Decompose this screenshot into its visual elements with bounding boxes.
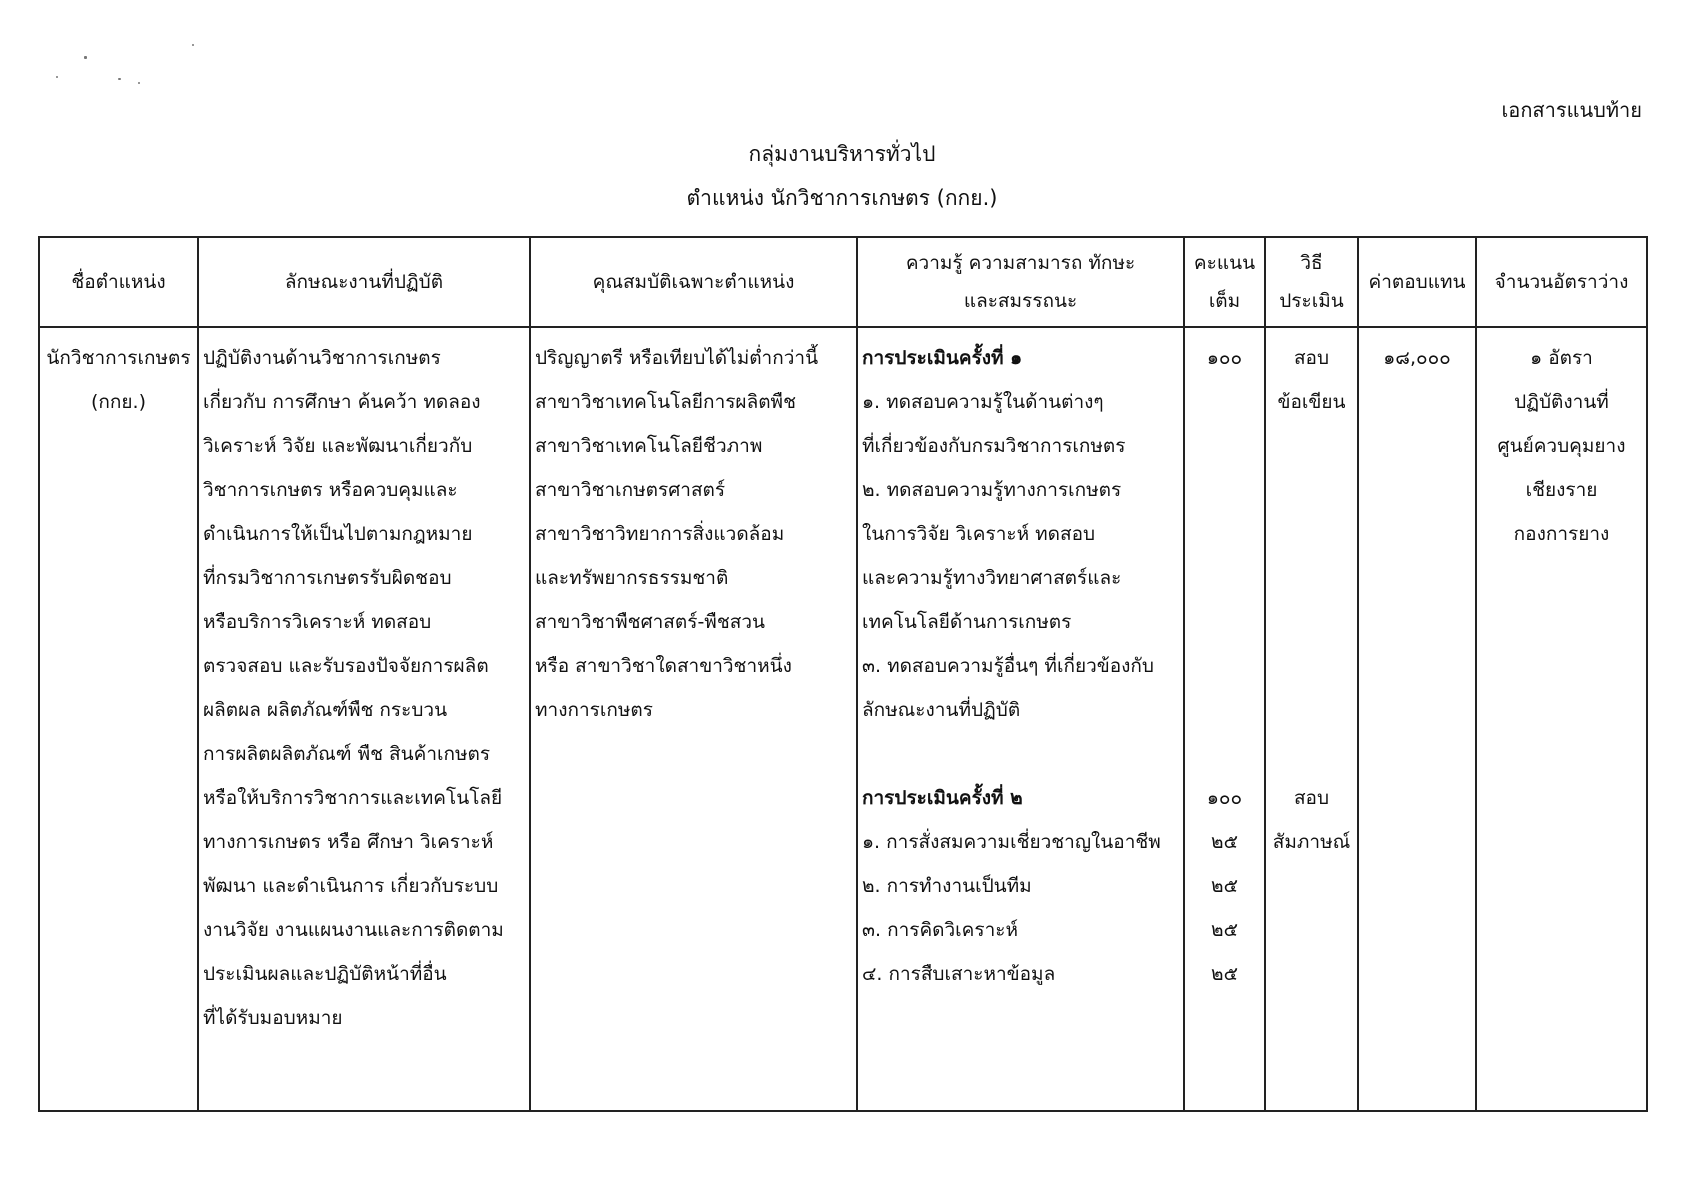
cell-scores (1184, 327, 1265, 1111)
duty-line: พัฒนา และดำเนินการ เกี่ยวกับระบบ (203, 875, 499, 897)
assessment-2-line: ๓. การคิดวิเคราะห์ (862, 919, 1018, 941)
spacer (1189, 600, 1260, 644)
scan-speck (56, 76, 58, 78)
header-score-line1: คะแนน (1193, 252, 1256, 274)
duty-line: งานวิจัย งานแผนงานและการติดตาม (203, 919, 504, 941)
table-row (39, 327, 1647, 1111)
spacer (1189, 380, 1260, 424)
position-name: นักวิชาการเกษตร (46, 347, 191, 369)
header-method-line1: วิธี (1300, 252, 1323, 274)
cell-pay (1358, 327, 1476, 1111)
assessment-1-heading: การประเมินครั้งที่ ๑ (862, 347, 1023, 369)
spacer (862, 732, 1179, 776)
item-score: ๒๕ (1211, 919, 1238, 941)
qualification-line: ทางการเกษตร (535, 699, 653, 721)
assessment-2-line: ๑. การสั่งสมความเชี่ยวชาญในอาชีพ (862, 831, 1161, 853)
cell-qualifications (530, 327, 857, 1111)
spacer (1270, 424, 1353, 468)
vacancy-line: ปฏิบัติงานที่ (1514, 391, 1609, 413)
group-title: กลุ่มงานบริหารทั่วไป (748, 142, 936, 166)
qualification-line: สาขาวิชาวิทยาการสิ่งแวดล้อม (535, 523, 785, 545)
scan-speck (118, 78, 121, 80)
duty-line: ตรวจสอบ และรับรองปัจจัยการผลิต (203, 655, 489, 677)
duty-line: การผลิตผลิตภัณฑ์ พืช สินค้าเกษตร (203, 743, 491, 765)
assessment-2-heading: การประเมินครั้งที่ ๒ (862, 787, 1023, 809)
header-vacancy: จำนวนอัตราว่าง (1476, 237, 1647, 327)
cell-duties (198, 327, 530, 1111)
vacancy-line: ๑ อัตรา (1530, 347, 1593, 369)
duty-line: ทางการเกษตร หรือ ศึกษา วิเคราะห์ (203, 831, 494, 853)
position-table (38, 236, 1648, 1112)
vacancy-line: ศูนย์ควบคุมยาง (1497, 435, 1626, 457)
table-header-row (39, 237, 1647, 327)
scan-speck (84, 56, 87, 59)
attachment-label: เอกสารแนบท้าย (1501, 98, 1642, 122)
qualification-line: และทรัพยากรธรรมชาติ (535, 567, 729, 589)
vacancy-line: กองการยาง (1513, 523, 1610, 545)
duty-line: หรือให้บริการวิชาการและเทคโนโลยี (203, 787, 503, 809)
assessment-1-line: ในการวิจัย วิเคราะห์ ทดสอบ (862, 523, 1096, 545)
vacancy-line: เชียงราย (1525, 479, 1598, 501)
qualification-line: ปริญญาตรี หรือเทียบได้ไม่ต่ำกว่านี้ (535, 347, 819, 369)
spacer (1189, 512, 1260, 556)
spacer (1189, 556, 1260, 600)
cell-method (1265, 327, 1358, 1111)
assessment-1-line: ลักษณะงานที่ปฏิบัติ (862, 699, 1021, 721)
assessment-1-line: ๑. ทดสอบความรู้ในด้านต่างๆ (862, 391, 1104, 413)
assessment-2-line: ๔. การสืบเสาะหาข้อมูล (862, 963, 1056, 985)
duty-line: วิเคราะห์ วิจัย และพัฒนาเกี่ยวกับ (203, 435, 473, 457)
spacer (1270, 644, 1353, 688)
assessment-1-score: ๑๐๐ (1206, 347, 1243, 369)
header-competency-line1: ความรู้ ความสามารถ ทักษะ (905, 252, 1136, 274)
assessment-1-line: ๒. ทดสอบความรู้ทางการเกษตร (862, 479, 1122, 501)
header-position-name: ชื่อตำแหน่ง (39, 237, 198, 327)
assessment-2-score: ๑๐๐ (1206, 787, 1243, 809)
qualification-line: สาขาวิชาเกษตรศาสตร์ (535, 479, 726, 501)
duty-line: ดำเนินการให้เป็นไปตามกฎหมาย (203, 523, 473, 545)
duty-line: ที่ได้รับมอบหมาย (203, 1007, 343, 1029)
spacer (1270, 468, 1353, 512)
spacer (1189, 424, 1260, 468)
position-code: (กกย.) (90, 391, 146, 413)
assessment-1-line: และความรู้ทางวิทยาศาสตร์และ (862, 567, 1122, 589)
spacer (1270, 732, 1353, 776)
position-title: ตำแหน่ง นักวิชาการเกษตร (กกย.) (686, 186, 998, 210)
cell-vacancy (1476, 327, 1647, 1111)
item-score: ๒๕ (1211, 875, 1238, 897)
duty-line: ปฏิบัติงานด้านวิชาการเกษตร (203, 347, 441, 369)
qualification-line: สาขาวิชาเทคโนโลยีชีวภาพ (535, 435, 763, 457)
qualification-line: หรือ สาขาวิชาใดสาขาวิชาหนึ่ง (535, 655, 792, 677)
spacer (1189, 732, 1260, 776)
header-competency (857, 237, 1184, 327)
qualification-line: สาขาวิชาเทคโนโลยีการผลิตพืช (535, 391, 796, 413)
scan-speck (138, 82, 140, 84)
assessment-1-line: ๓. ทดสอบความรู้อื่นๆ ที่เกี่ยวข้องกับ (862, 655, 1154, 677)
spacer (1270, 556, 1353, 600)
spacer (1270, 512, 1353, 556)
header-competency-line2: และสมรรถนะ (963, 290, 1078, 312)
assessment-1-line: ที่เกี่ยวข้องกับกรมวิชาการเกษตร (862, 435, 1126, 457)
header-method-line2: ประเมิน (1279, 290, 1344, 312)
qualification-line: สาขาวิชาพืชศาสตร์-พืชสวน (535, 611, 765, 633)
assessment-2-method: สอบ (1293, 787, 1330, 809)
assessment-2-line: ๒. การทำงานเป็นทีม (862, 875, 1032, 897)
cell-competency (857, 327, 1184, 1111)
spacer (1270, 600, 1353, 644)
spacer (1270, 688, 1353, 732)
spacer (1189, 688, 1260, 732)
duty-line: ที่กรมวิชาการเกษตรรับผิดชอบ (203, 567, 452, 589)
duty-line: เกี่ยวกับ การศึกษา ค้นคว้า ทดลอง (203, 391, 481, 413)
cell-position-name (39, 327, 198, 1111)
header-score-line2: เต็ม (1208, 290, 1241, 312)
duty-line: ประเมินผลและปฏิบัติหน้าที่อื่น (203, 963, 447, 985)
header-method (1265, 237, 1358, 327)
duty-line: หรือบริการวิเคราะห์ ทดสอบ (203, 611, 432, 633)
spacer (1189, 644, 1260, 688)
assessment-1-line: เทคโนโลยีด้านการเกษตร (862, 611, 1072, 633)
item-score: ๒๕ (1211, 831, 1238, 853)
header-pay: ค่าตอบแทน (1358, 237, 1476, 327)
item-score: ๒๕ (1211, 963, 1238, 985)
header-full-score (1184, 237, 1265, 327)
assessment-1-method: ข้อเขียน (1277, 391, 1346, 413)
assessment-1-method: สอบ (1293, 347, 1330, 369)
duty-line: วิชาการเกษตร หรือควบคุมและ (203, 479, 458, 501)
duty-line: ผลิตผล ผลิตภัณฑ์พืช กระบวน (203, 699, 448, 721)
assessment-2-method: สัมภาษณ์ (1272, 831, 1351, 853)
spacer (1189, 468, 1260, 512)
header-duties: ลักษณะงานที่ปฏิบัติ (198, 237, 530, 327)
pay-value: ๑๘,๐๐๐ (1383, 347, 1451, 369)
header-qualifications: คุณสมบัติเฉพาะตำแหน่ง (530, 237, 857, 327)
scan-speck (192, 44, 194, 46)
